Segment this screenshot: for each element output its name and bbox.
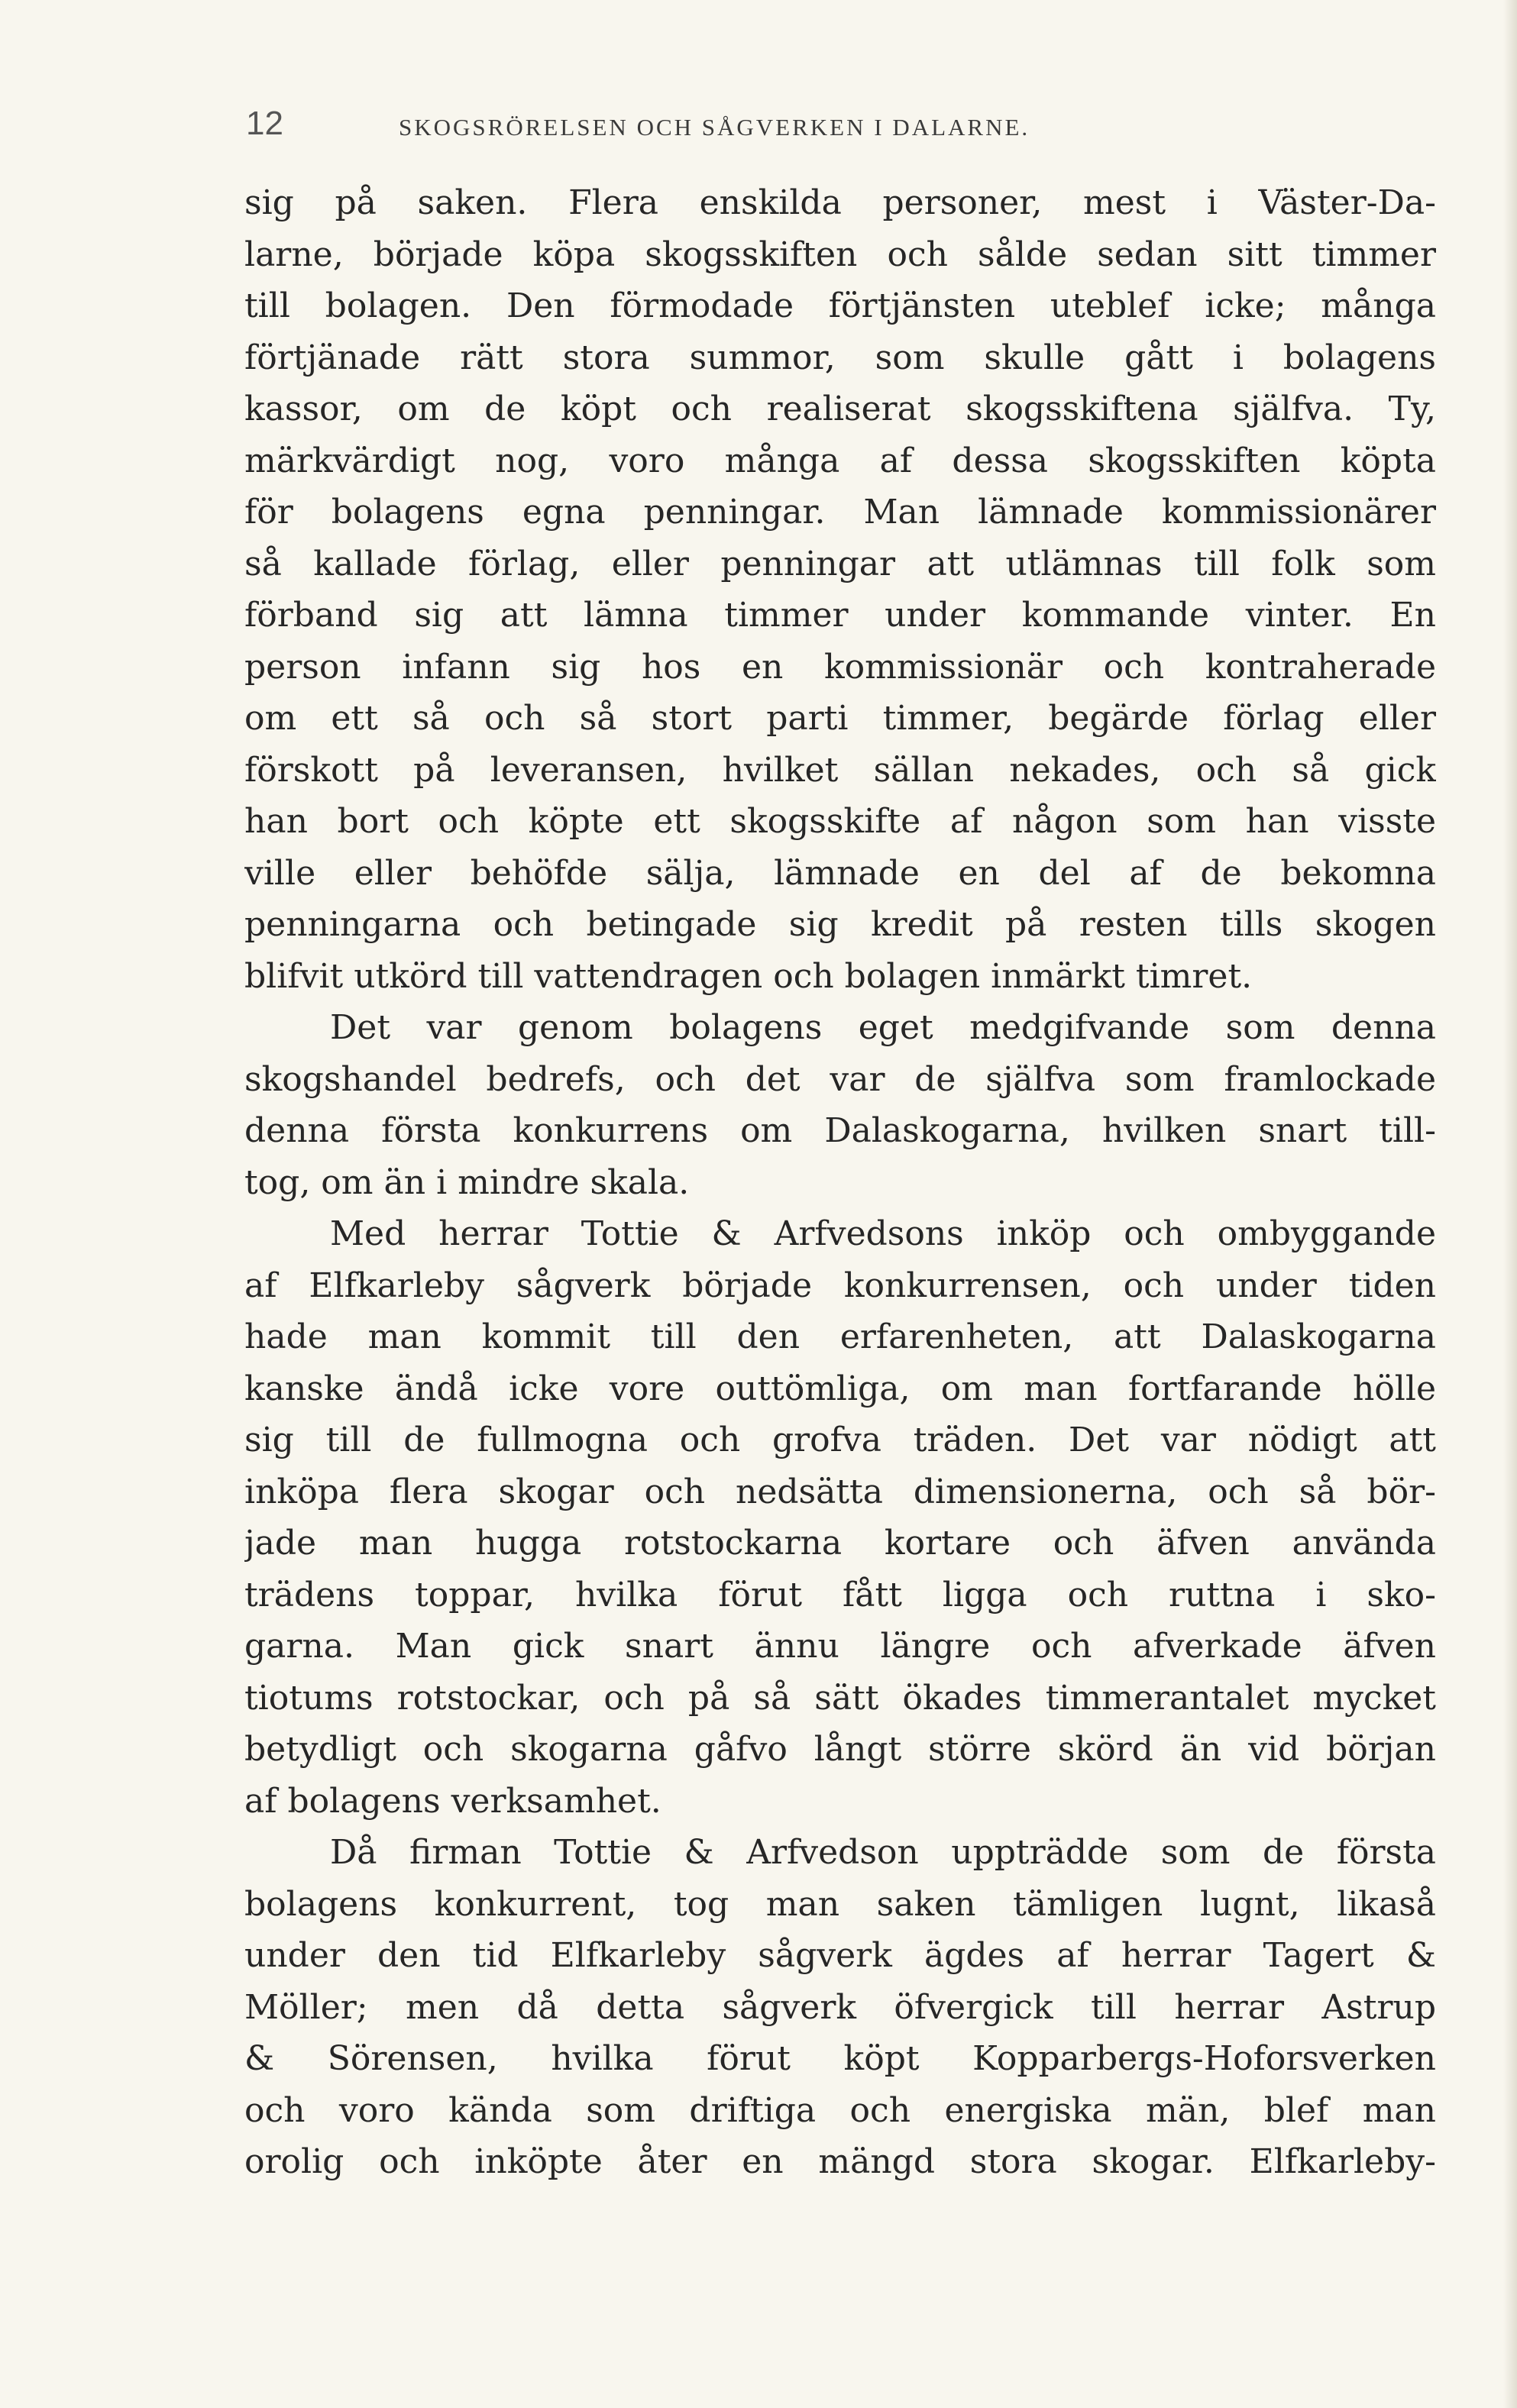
text-line: om ett så och så stort parti timmer, begärde förlag eller [244, 699, 1436, 738]
text-line: blifvit utkörd till vattendragen och bolagen inmärkt timret. [244, 956, 1253, 996]
text-line: tiotums rotstockar, och på så sätt ökades timmerantalet mycket [244, 1678, 1436, 1718]
text-line: & Sörensen, hvilka förut köpt Kopparbergs-Hoforsverken [244, 2039, 1436, 2078]
body-text [244, 177, 1436, 2188]
text-line: ville eller behöfde sälja, lämnade en del af de bekomna [244, 853, 1436, 893]
text-line: Möller; men då detta sågverk öfvergick till herrar Astrup [244, 1987, 1436, 2027]
text-line: skogshandel bedrefs, och det var de själfva som framlockade [244, 1059, 1436, 1099]
page-edge-shadow [1503, 0, 1517, 2408]
running-head: SKOGSRÖRELSEN OCH SÅGVERKEN I DALARNE. [399, 114, 1030, 141]
text-line: förtjänade rätt stora summor, som skulle gått i bolagens [244, 338, 1436, 377]
page-header [246, 105, 1438, 150]
text-line: hade man kommit till den erfarenheten, att Dalaskogarna [244, 1317, 1436, 1356]
page-number: 12 [246, 105, 283, 142]
text-line: så kallade förlag, eller penningar att utlämnas till folk som [244, 544, 1436, 583]
text-line: denna första konkurrens om Dalaskogarna, hvilken snart till- [244, 1111, 1436, 1150]
text-line: person infann sig hos en kommissionär och kontraherade [244, 647, 1436, 687]
text-line: märkvärdigt nog, voro många af dessa skogsskiften köpta [244, 441, 1436, 480]
text-line: tog, om än i mindre skala. [244, 1162, 690, 1202]
text-line: Med herrar Tottie & Arfvedsons inköp och ombyggande [330, 1214, 1436, 1253]
text-line: inköpa flera skogar och nedsätta dimensionerna, och så bör- [244, 1472, 1436, 1511]
text-line: orolig och inköpte åter en mängd stora skogar. Elfkarleby- [244, 2142, 1436, 2181]
text-line: jade man hugga rotstockarna kortare och äfven använda [244, 1524, 1436, 1563]
text-line: betydligt och skogarna gåfvo långt större skörd än vid början [244, 1730, 1436, 1769]
text-line: och voro kända som driftiga och energiska män, blef man [244, 2090, 1436, 2130]
text-line: förskott på leveransen, hvilket sällan nekades, och så gick [244, 750, 1436, 790]
text-line: af Elfkarleby sågverk började konkurrensen, och under tiden [244, 1265, 1436, 1305]
text-line: bolagens konkurrent, tog man saken tämligen lugnt, likaså [244, 1884, 1436, 1924]
text-line: Det var genom bolagens eget medgifvande som denna [330, 1008, 1436, 1047]
text-line: larne, började köpa skogsskiften och sålde sedan sitt timmer [244, 234, 1436, 274]
text-line: han bort och köpte ett skogsskifte af någon som han visste [244, 802, 1436, 841]
text-line: kanske ändå icke vore outtömliga, om man fortfarande hölle [244, 1369, 1436, 1408]
text-line: penningarna och betingade sig kredit på resten tills skogen [244, 905, 1436, 944]
text-line: till bolagen. Den förmodade förtjänsten uteblef icke; många [244, 286, 1436, 325]
text-line: garna. Man gick snart ännu längre och afverkade äfven [244, 1627, 1436, 1666]
text-line: sig på saken. Flera enskilda personer, mest i Väster-Da- [244, 183, 1436, 222]
text-line: af bolagens verksamhet. [244, 1781, 661, 1821]
text-line: kassor, om de köpt och realiserat skogsskiftena själfva. Ty, [244, 389, 1436, 428]
text-line: förband sig att lämna timmer under kommande vinter. En [244, 596, 1436, 635]
text-line: Då firman Tottie & Arfvedson uppträdde som de första [330, 1833, 1436, 1872]
text-line: under den tid Elfkarleby sågverk ägdes af herrar Tagert & [244, 1936, 1436, 1975]
text-line: för bolagens egna penningar. Man lämnade kommissionärer [244, 493, 1436, 532]
text-line: sig till de fullmogna och grofva träden. Det var nödigt att [244, 1421, 1436, 1459]
text-line: trädens toppar, hvilka förut fått ligga och ruttna i sko- [244, 1575, 1436, 1614]
